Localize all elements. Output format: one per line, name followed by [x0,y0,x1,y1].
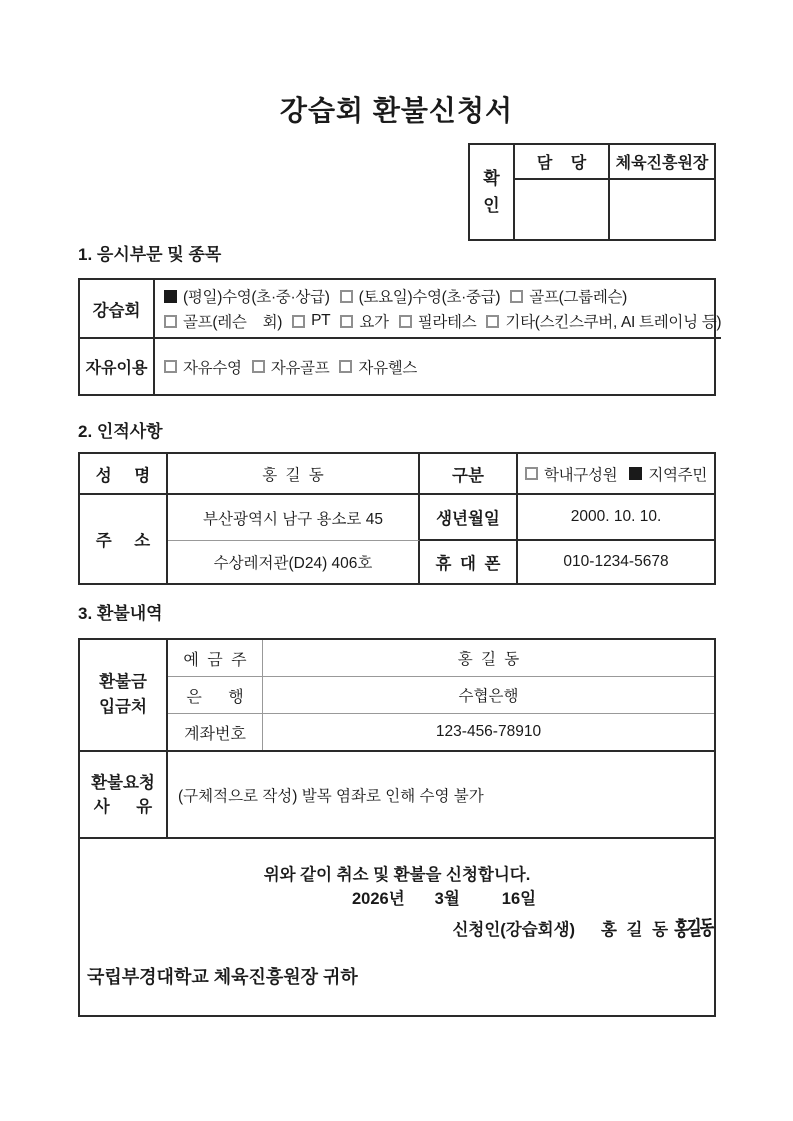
declaration-statement: 위와 같이 취소 및 환불을 신청합니다. [263,866,531,884]
checkbox-unchecked-icon[interactable] [510,290,523,303]
reason-value: (구체적으로 작성) 발목 염좌로 인해 수영 불가 [178,787,484,805]
phone-value: 010-1234-5678 [563,553,669,570]
course-options-line1 [164,285,627,307]
checkbox-option-label: 필라테스 [417,314,477,331]
checkbox-option [292,312,330,330]
account-holder-value: 홍 길 동 [263,640,714,677]
free-use-options-line [164,356,417,378]
section1-table [78,278,722,396]
free-use-row-label: 자유이용 [80,339,155,394]
address-label: 주 소 [80,495,168,583]
checkbox-option-label: 지역주민 [648,466,708,484]
checkbox-unchecked-icon[interactable] [292,315,305,328]
free-use-options-cell [155,339,721,394]
section3-heading: 3. 환불내역 [78,604,163,623]
birth-date-label: 생년월일 [420,495,518,541]
reason-block [80,752,714,839]
checkbox-unchecked-icon[interactable] [525,467,538,480]
checkbox-unchecked-icon[interactable] [164,315,177,328]
approval-col-staff: 담 당 [515,145,610,180]
checkbox-checked-icon[interactable] [164,290,177,303]
reason-label: 환불요청 사 유 [80,752,168,837]
type-label: 구분 [420,454,518,495]
section2-table [78,452,716,585]
checkbox-option [252,356,330,378]
checkbox-option [339,356,417,378]
checkbox-option-label: 자유골프 [270,359,330,377]
checkbox-option-label: 골프(그룹레슨) [529,289,628,306]
checkbox-unchecked-icon[interactable] [399,315,412,328]
declaration-date [352,885,536,909]
checkbox-option-label: 학내구성원 [543,466,618,484]
address-line2-value: 수상레저관(D24) 406호 [168,541,420,583]
deposit-block [80,640,714,752]
checkbox-unchecked-icon[interactable] [252,360,265,373]
checkbox-option [340,285,501,307]
approval-director-sign-cell [610,180,714,239]
approval-row-label: 확인 [470,145,515,239]
checkbox-unchecked-icon[interactable] [164,360,177,373]
section2-heading: 2. 인적사항 [78,422,163,441]
birth-date-value: 2000. 10. 10. [518,495,714,541]
date-year: 2026년 [352,890,405,908]
checkbox-option [164,310,282,332]
checkbox-option-label: 기타(스킨스쿠버, AI 트레이닝 등) [505,314,722,331]
checkbox-checked-icon[interactable] [629,467,642,480]
checkbox-option [510,285,627,307]
name-value: 홍 길 동 [168,454,420,495]
approval-col-director: 체육진흥원장 [610,145,714,180]
checkbox-option [629,463,707,485]
account-number-label: 계좌번호 [168,714,263,750]
checkbox-unchecked-icon[interactable] [340,290,353,303]
account-number-value: 123-456-78910 [435,723,542,740]
page-title: 강습회 환불신청서 [279,95,514,126]
address-line1-value: 부산광역시 남구 용소로 45 [168,495,420,541]
type-options-cell [518,454,714,495]
date-day: 16일 [501,890,537,908]
applicant-line [452,913,714,942]
account-holder-label: 예 금 주 [168,640,263,677]
name-label: 성 명 [80,454,168,495]
checkbox-unchecked-icon[interactable] [339,360,352,373]
checkbox-option [525,463,617,485]
checkbox-option [164,285,330,307]
checkbox-option-label: 자유수영 [183,359,242,377]
checkbox-unchecked-icon[interactable] [340,315,353,328]
deposit-label: 환불금 입금처 [80,640,168,750]
checkbox-unchecked-icon[interactable] [486,315,499,328]
checkbox-option-label: (평일)수영(초·중·상급) [183,289,330,306]
recipient-line: 국립부경대학교 체육진흥원장 귀하 [87,967,358,987]
checkbox-option-label: 골프(레슨 회) [183,314,283,331]
checkbox-option [399,310,477,332]
course-options-cell [155,280,721,339]
course-row-label: 강습회 [80,280,155,339]
section3-table [78,638,716,1017]
approval-staff-sign-cell [515,180,610,239]
section1-heading: 1. 응시부문 및 종목 [78,245,222,264]
checkbox-option [340,310,388,332]
checkbox-option [164,356,242,378]
checkbox-option-label: 자유헬스 [358,359,418,377]
applicant-name: 홍 길 동 [601,920,669,939]
checkbox-option [486,310,721,332]
approval-table [468,143,716,241]
phone-label: 휴 대 폰 [420,541,518,583]
bank-value: 수협은행 [263,677,714,714]
bank-label: 은 행 [168,677,263,714]
checkbox-option-label: (토요일)수영(초·중급) [358,289,501,306]
declaration-block [80,839,714,1015]
applicant-signature: 홍길동 [673,917,713,941]
applicant-label: 신청인(강습회생) [452,920,576,939]
course-options-line2 [164,310,721,332]
date-month: 3월 [434,890,460,908]
checkbox-option-label: 요가 [359,314,389,331]
checkbox-option-label: PT [311,312,331,329]
